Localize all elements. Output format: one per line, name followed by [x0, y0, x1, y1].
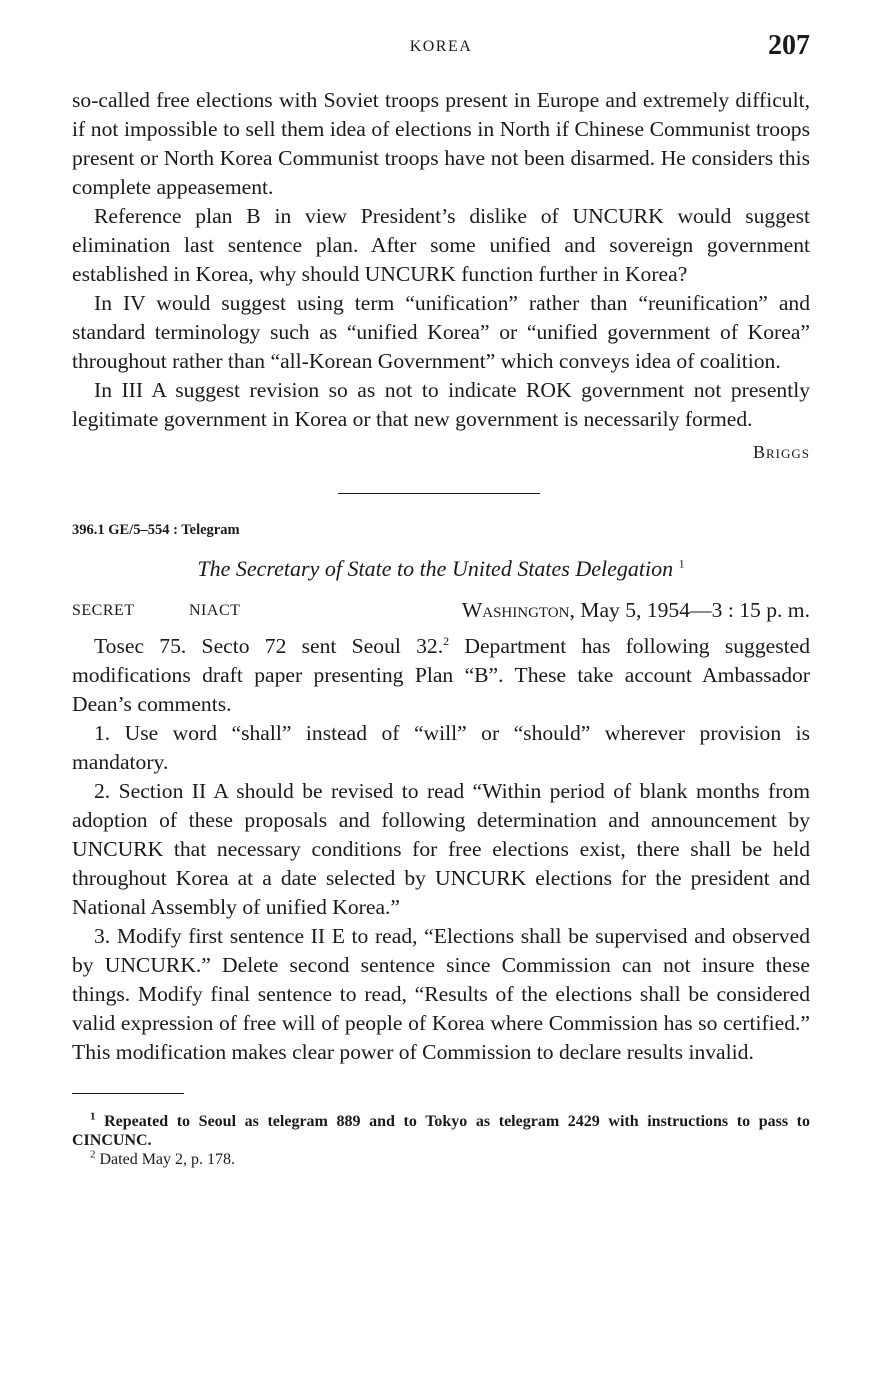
running-head — [72, 30, 810, 66]
footnote-2-text: Dated May 2, p. 178. — [99, 1151, 236, 1168]
numbered-item-3: 3. Modify first sentence II E to read, “Elections shall be supervised and observed by UNCURK.” Delete second sentence since Commission can not insure these things. Modify final sentence to read, “Results of the elections shall be considered valid expression of free will of people of Korea where Commission has so certified.” This modification makes clear power of Commission to declare results invalid. — [72, 924, 810, 1064]
footnote-rule — [72, 1093, 184, 1094]
paragraph-section-iv: In IV would suggest using term “unification” rather than “reunification” and standard terminology such as “unified Korea” or “unified government of Korea” throughout rather than “all-Korean Government” which conveys idea of coalition. — [72, 291, 810, 373]
dateline — [462, 598, 810, 623]
classification: SECRET — [72, 602, 135, 619]
file-reference: 396.1 GE/5–554 : Telegram — [72, 522, 240, 538]
page-number: 207 — [768, 30, 810, 61]
footnote-marker-1: 1 — [678, 556, 685, 571]
footnote-1-mark: 1 — [90, 1110, 96, 1123]
telegram-intro — [72, 632, 810, 719]
signature: Briggs — [752, 442, 810, 462]
document-page — [72, 30, 810, 1169]
dateline-datetime: , May 5, 1954—3 : 15 p. m. — [569, 598, 810, 622]
numbered-item-2: 2. Section II A should be revised to read “Within period of blank months from adoption of these proposals and following determination and announcement by UNCURK that necessary conditions for free elections exist, there shall be held throughout Korea at a date selected by UNCURK elections for the president and National Assembly of unified Korea.” — [72, 779, 810, 919]
intro-text: Tosec 75. Secto 72 sent Seoul 32. — [94, 634, 444, 658]
section-divider — [338, 493, 540, 494]
footnotes — [72, 1112, 810, 1169]
dateline-place: Washington — [461, 598, 570, 622]
footnote-1 — [72, 1112, 810, 1150]
paragraph-continued: so-called free elections with Soviet troops present in Europe and extremely difficult, if not impossible to sell them idea of elections in North if Chinese Communist troops present or North Korea Communist troops have not been disarmed. He considers this complete appeasement. — [72, 88, 810, 199]
document-title-text: The Secretary of State to the United States Delegation — [197, 556, 674, 581]
precedence: NIACT — [189, 602, 241, 619]
footnote-marker-2: 2 — [443, 633, 450, 648]
running-head-title: KOREA — [409, 38, 473, 55]
intro-text-rest: Department has following suggested modifications draft paper presenting Plan “B”. These take account Ambassador Dean’s comments. — [72, 634, 810, 716]
footnote-2 — [72, 1150, 810, 1169]
classification-line — [72, 598, 810, 628]
telegram-body — [72, 632, 810, 1067]
paragraph-plan-b: Reference plan B in view President’s dislike of UNCURK would suggest elimination last sentence plan. After some unified and sovereign government established in Korea, why should UNCURK function further in Korea? — [72, 204, 810, 286]
footnote-1-text: Repeated to Seoul as telegram 889 and to Tokyo as telegram 2429 with instructions to pass to CINCUNC. — [72, 1113, 810, 1149]
footnote-2-mark: 2 — [90, 1148, 96, 1161]
numbered-item-1: 1. Use word “shall” instead of “will” or “should” wherever provision is mandatory. — [72, 721, 810, 774]
document-title — [72, 554, 810, 584]
paragraph-section-iii-a: In III A suggest revision so as not to indicate ROK government not presently legitimate government in Korea or that new government is necessarily formed. — [72, 378, 810, 431]
